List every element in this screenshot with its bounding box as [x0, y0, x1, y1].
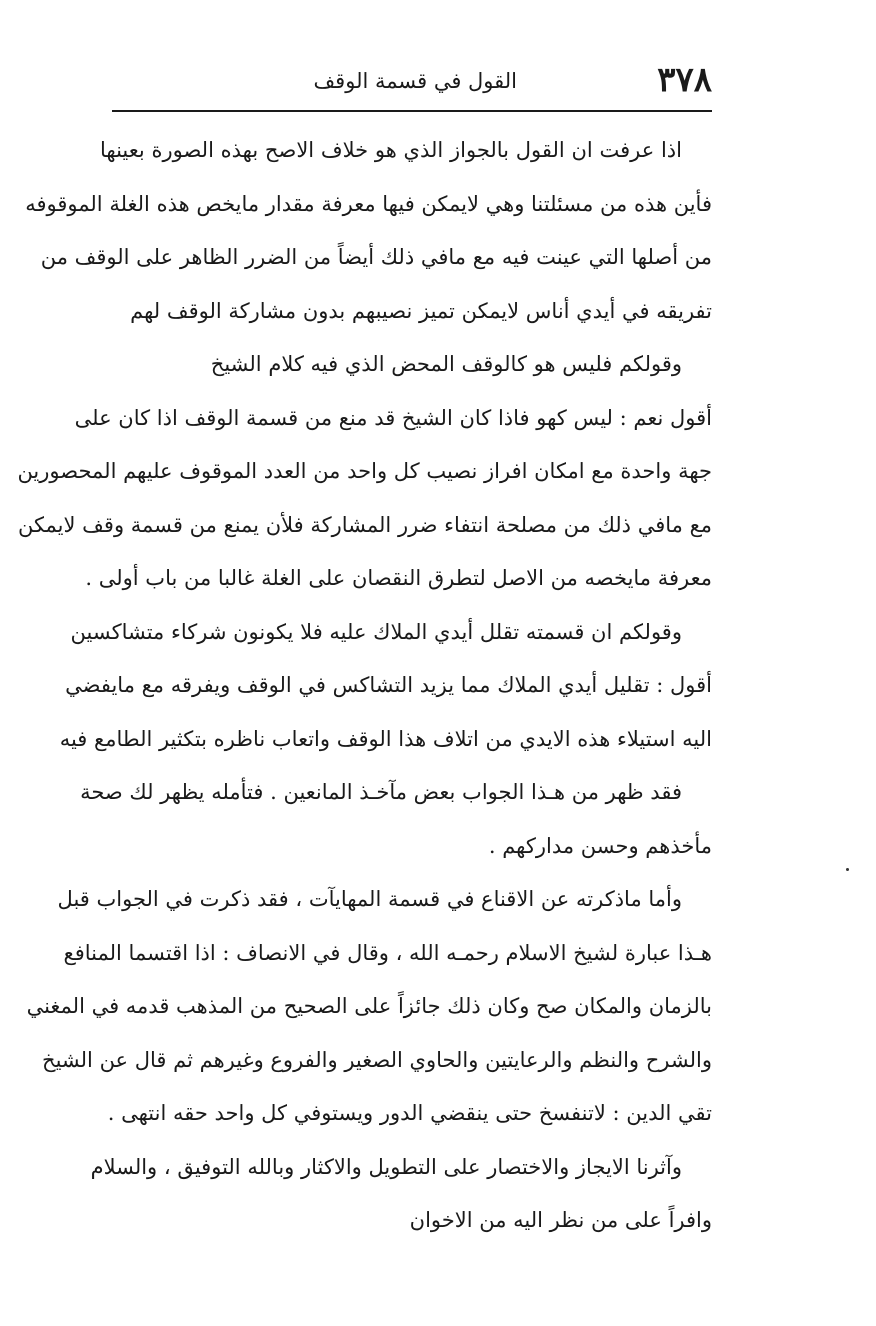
text-line: وافراً على من نظر اليه من الاخوان	[409, 1208, 712, 1232]
text-line: وقولكم ان قسمته تقلل أيدي الملاك عليه فلا يكونون شركاء متشاكسين	[70, 619, 682, 644]
text-line: اليه استيلاء هذه الايدي من اتلاف هذا الوقف واتعاب ناظره بتكثير الطامع فيه	[59, 726, 712, 751]
text-line: جهة واحدة مع امكان افراز نصيب كل واحد من العدد الموقوف عليهم المحصورين	[17, 459, 712, 483]
text-line: هـذا عبارة لشيخ الاسلام رحمـه الله ، وقال في الانصاف : اذا اقتسما المنافع	[63, 940, 712, 965]
text-line: تفريقه في أيدي أناس لايمكن تميز نصيبهم بدون مشاركة الوقف لهم	[130, 298, 712, 323]
page-number: ٣٧٨	[657, 60, 712, 100]
text-line: تقي الدين : لاتنفسخ حتى ينقضي الدور ويستوفي كل واحد حقه انتهى .	[107, 1101, 712, 1125]
margin-speck	[846, 868, 849, 871]
text-line: فقد ظهر من هـذا الجواب بعض مآخـذ المانعين . فتأمله يظهر لك صحة	[80, 780, 682, 804]
text-line: وآثرنا الايجاز والاختصار على التطويل والاكثار وبالله التوفيق ، والسلام	[90, 1154, 682, 1179]
text-line: من أصلها التي عينت فيه مع مافي ذلك أيضاً من الضرر الظاهر على الوقف من	[40, 245, 712, 269]
text-line: معرفة مايخصه من الاصل لتطرق النقصان على الغلة غالبا من باب أولى .	[85, 566, 712, 590]
text-line: أقول نعم : ليس كهو فاذا كان الشيخ قد منع من قسمة الوقف اذا كان على	[74, 405, 712, 430]
text-line: مع مافي ذلك من مصلحة انتفاء ضرر المشاركة فلأن يمنع من قسمة وقف لايمكن	[17, 512, 712, 537]
text-line: أقول : تقليل أيدي الملاك مما يزيد التشاكس في الوقف ويفرقه مع مايفضي	[65, 673, 712, 697]
text-line: اذا عرفت ان القول بالجواز الذي هو خلاف الاصح بهذه الصورة بعينها	[100, 138, 682, 162]
text-line: وقولكم فليس هو كالوقف المحض الذي فيه كلام الشيخ	[210, 352, 682, 376]
text-line: والشرح والنظم والرعايتين والحاوي الصغير والفروع وغيرهم ثم قال عن الشيخ	[42, 1047, 712, 1072]
body-text	[17, 124, 712, 1248]
page-header	[112, 58, 712, 106]
text-line: فأين هذه من مسئلتنا وهي لايمكن فيها معرفة مقدار مايخص هذه الغلة الموقوفه	[25, 191, 712, 216]
running-title: القول في قسمة الوقف	[313, 69, 517, 93]
text-line: مأخذهم وحسن مداركهم .	[488, 833, 712, 858]
text-line: بالزمان والمكان صح وكان ذلك جائزاً على الصحيح من المذهب قدمه في المغني	[26, 994, 712, 1018]
header-rule	[112, 110, 712, 112]
text-line: وأما ماذكرته عن الاقناع في قسمة المهايآت ، فقد ذكرت في الجواب قبل	[57, 887, 682, 911]
